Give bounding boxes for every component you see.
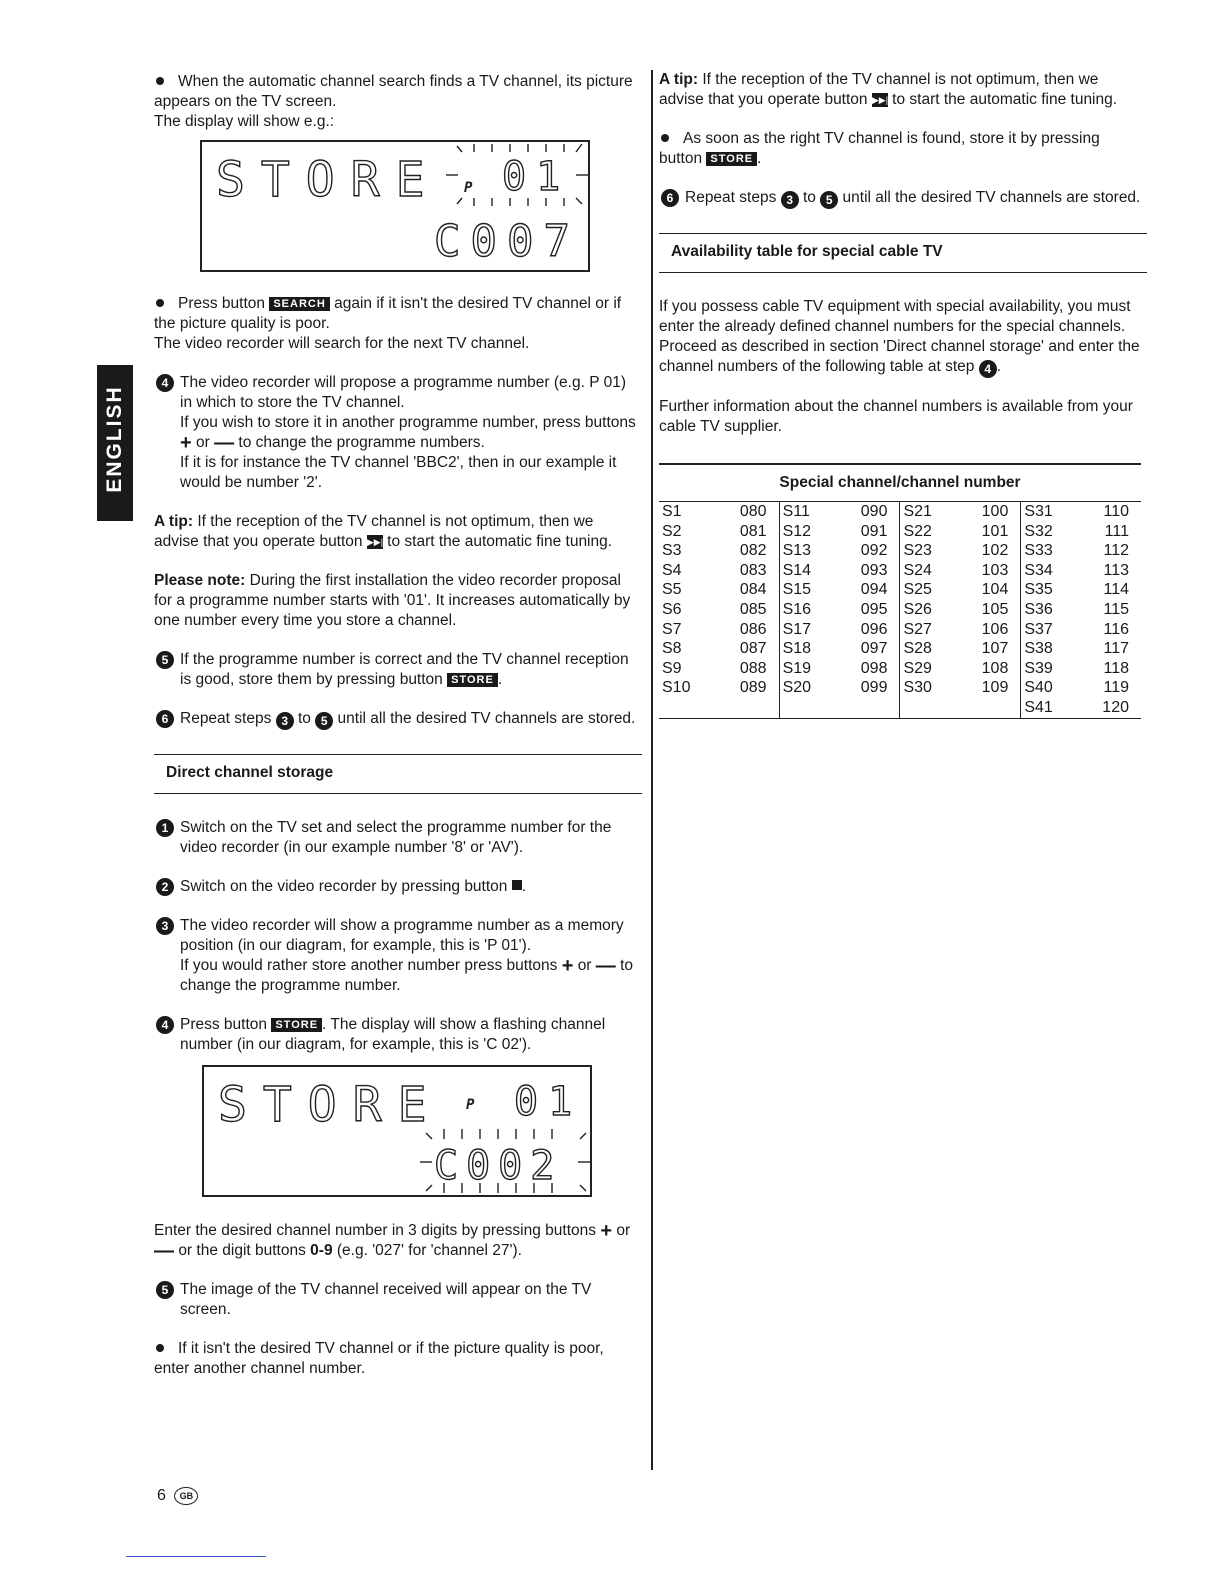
special-channel-cell: S36 xyxy=(1024,600,1053,618)
step-number-icon: 5 xyxy=(820,191,838,209)
step-6-pre: Repeat steps xyxy=(685,189,777,206)
channel-number-cell: 090 xyxy=(831,502,900,522)
direct-step-4 xyxy=(154,1015,642,1055)
table-row xyxy=(659,659,1141,679)
special-channel-cell: S17 xyxy=(782,620,812,638)
fine-tune-icon: ▶▶| xyxy=(366,537,384,547)
special-channel-cell: S15 xyxy=(782,581,812,599)
lcd-prog-label: P xyxy=(466,1097,475,1113)
language-label: ENGLISH xyxy=(103,385,126,493)
channel-number-cell: 113 xyxy=(1103,561,1129,579)
channel-number-cell: 083 xyxy=(710,561,779,581)
step-number-icon: 5 xyxy=(156,651,174,669)
channel-number-cell xyxy=(952,698,1021,718)
channel-number-cell: 103 xyxy=(952,561,1021,581)
step-5-pre: If the programme number is correct and the TV channel reception is good, store them by pressing button xyxy=(180,651,629,688)
special-channel-cell: S33 xyxy=(1024,542,1053,560)
step-6-post: until all the desired TV channels are stored. xyxy=(337,710,636,727)
store-button-icon: STORE xyxy=(706,152,757,166)
bullet-icon xyxy=(156,299,164,307)
press-search-pre: Press button xyxy=(178,295,266,312)
special-channel-cell xyxy=(659,698,710,718)
step-number-icon: 4 xyxy=(156,374,174,392)
direct-step-3-text: The video recorder will show a programme number as a memory position (in our diagram, for example, this is 'P 01'). xyxy=(180,917,624,954)
language-tab xyxy=(97,365,133,521)
step-5-post: . xyxy=(497,671,503,688)
special-channel-cell: S13 xyxy=(782,542,812,560)
channel-number-cell: 095 xyxy=(831,600,900,620)
channel-number-cell xyxy=(710,698,779,718)
bullet-icon xyxy=(156,77,164,85)
enter-mid: or the digit buttons xyxy=(178,1242,306,1259)
store-bullet xyxy=(659,129,1147,169)
table-row xyxy=(659,502,1141,522)
special-channel-cell: S2 xyxy=(662,522,682,540)
channel-number-cell: 111 xyxy=(1104,522,1129,540)
special-channel-cell: S10 xyxy=(662,679,691,697)
direct-step-3 xyxy=(154,916,642,996)
channel-number-cell: 094 xyxy=(831,580,900,600)
to-text: to xyxy=(297,710,311,727)
special-channel-cell: S21 xyxy=(903,503,932,520)
note-paragraph xyxy=(154,571,642,631)
channel-number-cell: 101 xyxy=(952,522,1021,542)
direct-step-2 xyxy=(154,877,642,897)
direct-step-5-text: The image of the TV channel received will appear on the TV screen. xyxy=(180,1281,592,1318)
last-bullet xyxy=(154,1339,642,1379)
special-channel-cell: S14 xyxy=(782,561,812,579)
special-channel-cell: S20 xyxy=(782,679,812,697)
special-channel-cell: S34 xyxy=(1024,561,1053,579)
note-text: During the first installation the video recorder proposal for a programme number starts with '01'. It increases automatically by one number every time you store a channel. xyxy=(154,572,631,629)
step-number-icon: 4 xyxy=(156,1016,174,1034)
right-tip-paragraph xyxy=(659,70,1147,110)
special-channel-cell: S37 xyxy=(1024,620,1053,638)
channel-number-cell: 104 xyxy=(952,580,1021,600)
note-label: Please note: xyxy=(154,572,246,589)
special-channel-cell: S6 xyxy=(662,600,682,618)
page-number: 6 xyxy=(157,1487,166,1504)
availability-p3: Further information about the channel numbers is available from your cable TV supplier. xyxy=(659,398,1133,435)
channel-number-cell: 088 xyxy=(710,659,779,679)
lcd-prog-number: 01 xyxy=(502,154,571,200)
step-number-icon: 4 xyxy=(979,360,997,378)
channel-number-cell: 091 xyxy=(831,522,900,542)
or-text: or xyxy=(577,957,592,974)
special-channel-cell: S39 xyxy=(1024,659,1053,677)
tip-label: A tip: xyxy=(659,71,699,88)
channel-number-cell: 112 xyxy=(1103,542,1129,560)
channel-number-cell: 093 xyxy=(831,561,900,581)
special-channel-cell: S22 xyxy=(903,522,932,540)
table-row xyxy=(659,541,1141,561)
channel-number-cell: 114 xyxy=(1103,581,1129,599)
direct-step-4-pre: Press button xyxy=(180,1016,268,1033)
channel-number-cell: 097 xyxy=(831,639,900,659)
last-bullet-text: If it isn't the desired TV channel or if the picture quality is poor, enter another channel number. xyxy=(154,1340,604,1377)
step-number-icon: 3 xyxy=(276,712,294,730)
table-title: Special channel/channel number xyxy=(659,463,1141,502)
availability-p2b: . xyxy=(996,358,1001,375)
channel-number-cell: 080 xyxy=(710,502,779,522)
tip-pre: If the reception of the TV channel is not optimum, then we advise that you operate button xyxy=(659,71,1099,108)
or-text: or xyxy=(196,434,210,451)
step-5 xyxy=(154,650,642,690)
search-found-paragraph xyxy=(154,72,642,132)
special-channel-cell: S16 xyxy=(782,600,812,618)
direct-step-2-post: . xyxy=(521,878,527,895)
channel-number-cell: 120 xyxy=(1102,698,1129,716)
enter-post: (e.g. '027' for 'channel 27'). xyxy=(336,1242,522,1259)
step-6 xyxy=(154,709,642,730)
table-row xyxy=(659,561,1141,581)
special-channel-cell: S29 xyxy=(903,659,932,677)
column-divider xyxy=(651,70,653,1470)
channel-number-cell: 084 xyxy=(710,580,779,600)
special-channel-cell: S35 xyxy=(1024,581,1053,599)
step-4 xyxy=(154,373,642,493)
table-row xyxy=(659,522,1141,542)
direct-step-3-text2a: If you would rather store another number press buttons xyxy=(180,957,558,974)
right-step-6 xyxy=(659,188,1147,209)
channel-number-cell: 107 xyxy=(952,639,1021,659)
table-row xyxy=(659,698,1141,718)
search-found-text: When the automatic channel search finds a TV channel, its picture appears on the TV screen. xyxy=(154,73,633,110)
press-search-line2: The video recorder will search for the next TV channel. xyxy=(154,335,530,352)
step-6-pre: Repeat steps xyxy=(180,710,272,727)
left-column xyxy=(154,72,642,1398)
display-intro: The display will show e.g.: xyxy=(154,113,335,130)
direct-step-3-text2b: to change the programme number. xyxy=(180,957,634,994)
country-badge: GB xyxy=(174,1487,198,1505)
minus-icon: — xyxy=(595,955,616,977)
channel-number-cell: 087 xyxy=(710,639,779,659)
channel-table xyxy=(659,502,1141,718)
special-channel-cell: S12 xyxy=(782,522,812,540)
table-row xyxy=(659,620,1141,640)
special-channel-cell xyxy=(779,698,831,718)
step-number-icon: 6 xyxy=(661,189,679,207)
channel-number-cell: 081 xyxy=(710,522,779,542)
channel-number-cell: 110 xyxy=(1103,503,1129,520)
scan-line xyxy=(126,1556,266,1557)
special-channel-cell: S8 xyxy=(662,640,682,658)
fine-tune-icon: ▶▶| xyxy=(871,95,889,105)
table-row xyxy=(659,678,1141,698)
tip-paragraph xyxy=(154,512,642,552)
special-channel-cell: S38 xyxy=(1024,640,1053,658)
special-channel-cell: S31 xyxy=(1024,503,1053,520)
special-channel-cell: S18 xyxy=(782,640,812,658)
channel-number-cell: 105 xyxy=(952,600,1021,620)
table-row xyxy=(659,580,1141,600)
channel-number-cell: 117 xyxy=(1103,640,1129,658)
table-row xyxy=(659,600,1141,620)
lcd-word: STORE xyxy=(216,152,441,208)
channel-number-cell: 099 xyxy=(831,678,900,698)
plus-icon: + xyxy=(600,1220,613,1242)
special-channel-cell: S3 xyxy=(662,542,682,560)
step-number-icon: 2 xyxy=(156,878,174,896)
special-channel-cell: S19 xyxy=(782,659,812,677)
enter-paragraph xyxy=(154,1221,642,1261)
channel-number-cell: 085 xyxy=(710,600,779,620)
channel-number-cell: 109 xyxy=(952,678,1021,698)
special-channel-cell: S1 xyxy=(662,503,682,520)
store-bullet-post: . xyxy=(757,150,762,167)
tip-post: to start the automatic fine tuning. xyxy=(892,91,1118,108)
channel-number-cell: 086 xyxy=(710,620,779,640)
step-4-text2a: If you wish to store it in another programme number, press buttons xyxy=(180,414,636,431)
channel-number-cell: 089 xyxy=(710,678,779,698)
to-text: to xyxy=(802,189,816,206)
special-channel-cell: S28 xyxy=(903,640,932,658)
direct-step-1-text: Switch on the TV set and select the programme number for the video recorder (in our example number '8' or 'AV'). xyxy=(180,819,612,856)
availability-p2a: Proceed as described in section 'Direct channel storage' and enter the channel numbers of the following table at step xyxy=(659,338,1140,375)
lcd-channel: C007 xyxy=(434,216,580,267)
special-channel-cell: S4 xyxy=(662,561,682,579)
lcd-svg-1 xyxy=(202,142,588,270)
direct-step-5 xyxy=(154,1280,642,1320)
availability-heading: Availability table for special cable TV xyxy=(659,233,1147,273)
step-number-icon: 5 xyxy=(315,712,333,730)
table-bottom-rule xyxy=(659,718,1141,719)
direct-step-1 xyxy=(154,818,642,858)
special-channel-cell: S7 xyxy=(662,620,682,638)
press-search-paragraph xyxy=(154,294,642,354)
minus-icon: — xyxy=(154,1240,174,1262)
lcd-prog-label: P xyxy=(464,180,473,196)
store-button-icon: STORE xyxy=(271,1018,322,1032)
search-button-icon: SEARCH xyxy=(269,297,329,311)
channel-number-cell: 118 xyxy=(1103,659,1129,677)
power-button-icon xyxy=(512,880,522,890)
direct-step-4-post: . The display will show a flashing channel number (in our diagram, for example, this is 'C 02'). xyxy=(180,1016,606,1053)
special-channel-cell: S26 xyxy=(903,600,932,618)
channel-number-cell: 082 xyxy=(710,541,779,561)
direct-step-2-text: Switch on the video recorder by pressing button xyxy=(180,878,508,895)
tip-post: to start the automatic fine tuning. xyxy=(387,533,613,550)
special-channel-cell: S27 xyxy=(903,620,932,638)
channel-number-cell: 096 xyxy=(831,620,900,640)
availability-paragraph xyxy=(659,297,1147,378)
special-channel-cell: S23 xyxy=(903,542,932,560)
lcd-channel: C002 xyxy=(434,1143,563,1189)
tip-label: A tip: xyxy=(154,513,194,530)
step-number-icon: 6 xyxy=(156,710,174,728)
lcd-display-2 xyxy=(202,1065,592,1197)
step-4-text: The video recorder will propose a programme number (e.g. P 01) in which to store the TV channel. xyxy=(180,374,626,411)
step-number-icon: 1 xyxy=(156,819,174,837)
minus-icon: — xyxy=(214,432,235,454)
special-channel-cell: S24 xyxy=(903,561,932,579)
channel-number-cell: 092 xyxy=(831,541,900,561)
bullet-icon xyxy=(661,134,669,142)
step-number-icon: 3 xyxy=(781,191,799,209)
plus-icon: + xyxy=(180,432,192,454)
special-channel-cell: S40 xyxy=(1024,679,1053,697)
store-button-icon: STORE xyxy=(447,673,498,687)
bullet-icon xyxy=(156,1344,164,1352)
channel-number-cell: 108 xyxy=(952,659,1021,679)
channel-number-cell: 106 xyxy=(952,620,1021,640)
step-4-text2b: to change the programme numbers. xyxy=(238,434,485,451)
channel-number-cell: 100 xyxy=(952,502,1021,522)
special-channel-cell: S5 xyxy=(662,581,682,599)
channel-number-cell: 119 xyxy=(1103,679,1129,697)
lcd-display-1 xyxy=(200,140,590,272)
availability-p1: If you possess cable TV equipment with special availability, you must enter the already defined channel numbers for the special channels. xyxy=(659,298,1131,335)
channel-number-cell: 116 xyxy=(1103,620,1129,638)
lcd-svg-2 xyxy=(204,1067,590,1195)
channel-number-cell: 098 xyxy=(831,659,900,679)
lcd-word: STORE xyxy=(218,1077,443,1133)
page-footer xyxy=(157,1486,198,1506)
right-column xyxy=(659,70,1147,719)
store-bullet-pre: As soon as the right TV channel is found, store it by pressing button xyxy=(659,130,1100,167)
channel-table-body xyxy=(659,502,1141,718)
special-channel-cell xyxy=(900,698,952,718)
special-channel-cell: S25 xyxy=(903,581,932,599)
special-channel-cell: S11 xyxy=(782,503,810,520)
special-channel-cell: S9 xyxy=(662,659,682,677)
channel-number-cell xyxy=(831,698,900,718)
or-text: or xyxy=(616,1222,631,1239)
tip-pre: If the reception of the TV channel is not optimum, then we advise that you operate button xyxy=(154,513,594,550)
enter-pre: Enter the desired channel number in 3 digits by pressing buttons xyxy=(154,1222,597,1239)
special-channel-cell: S32 xyxy=(1024,522,1053,540)
channel-number-cell: 115 xyxy=(1103,600,1129,618)
special-channel-cell: S41 xyxy=(1024,698,1053,716)
channel-number-cell: 102 xyxy=(952,541,1021,561)
digit-buttons-label: 0-9 xyxy=(310,1242,333,1259)
special-channel-cell: S30 xyxy=(903,679,932,697)
step-number-icon: 5 xyxy=(156,1281,174,1299)
supplier-paragraph xyxy=(659,397,1147,437)
table-row xyxy=(659,639,1141,659)
step-number-icon: 3 xyxy=(156,917,174,935)
step-6-post: until all the desired TV channels are stored. xyxy=(842,189,1141,206)
plus-icon: + xyxy=(561,955,574,977)
lcd-prog-number: 01 xyxy=(514,1079,583,1125)
press-search-post: again if it isn't the desired TV channel or if the picture quality is poor. xyxy=(154,295,622,332)
direct-storage-heading: Direct channel storage xyxy=(154,754,642,794)
step-4-text3: If it is for instance the TV channel 'BBC2', then in our example it would be number '2'. xyxy=(180,454,617,491)
